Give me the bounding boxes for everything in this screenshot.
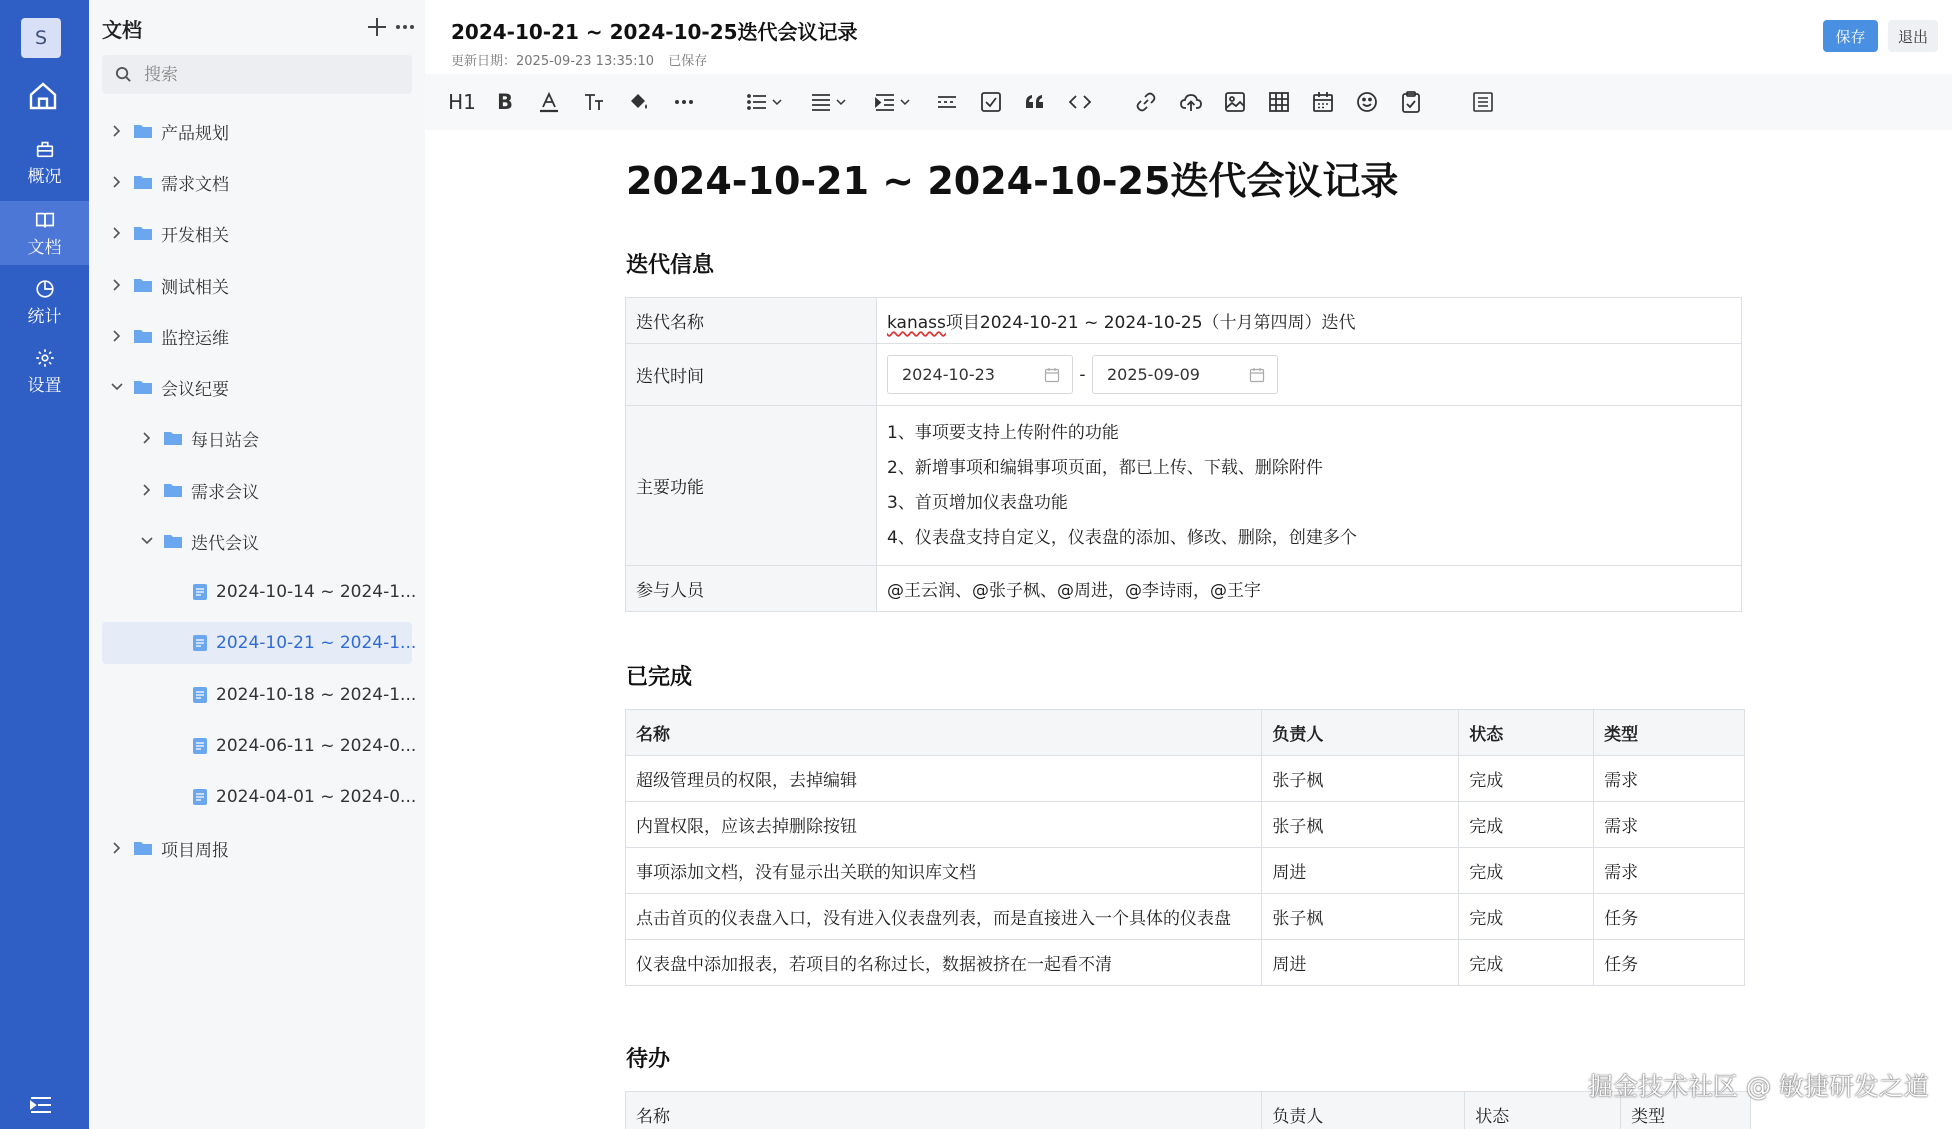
calendar-icon bbox=[1311, 90, 1335, 114]
table-cell[interactable]: 迭代时间 bbox=[626, 344, 877, 406]
chevron-down-icon bbox=[772, 97, 782, 107]
table-cell[interactable]: 迭代名称 bbox=[626, 298, 877, 344]
iteration-info-table bbox=[625, 297, 1742, 612]
table-cell[interactable]: 内置权限，应该去掉删除按钮 bbox=[626, 802, 1262, 848]
tree-node-folder[interactable] bbox=[110, 264, 420, 306]
folder-icon bbox=[133, 328, 153, 344]
upload-button[interactable] bbox=[1177, 88, 1205, 116]
folder-icon bbox=[163, 430, 183, 446]
chevron-right-icon bbox=[140, 483, 154, 497]
text-size-icon bbox=[582, 90, 606, 114]
start-date-value: 2024-10-23 bbox=[902, 365, 995, 384]
done-table bbox=[625, 709, 1745, 986]
calendar-icon bbox=[1249, 367, 1265, 383]
rail-item-label: 概况 bbox=[27, 166, 62, 187]
folder-icon bbox=[133, 840, 153, 856]
document-title[interactable]: 2024-10-21 ~ 2024-10-25迭代会议记录 bbox=[626, 159, 1399, 203]
checkbox-icon bbox=[979, 90, 1003, 114]
folder-icon bbox=[133, 225, 153, 241]
iteration-name-brand: kanass bbox=[887, 313, 946, 333]
table-cell[interactable]: 张子枫 bbox=[1262, 802, 1459, 848]
font-color-icon bbox=[537, 90, 561, 114]
table-header-row bbox=[626, 1092, 1751, 1129]
align-button[interactable] bbox=[805, 88, 849, 116]
table-cell[interactable]: 完成 bbox=[1459, 940, 1594, 986]
pie-chart-icon bbox=[34, 278, 56, 300]
tree-node-label: 需求文档 bbox=[161, 174, 229, 195]
document-icon bbox=[192, 634, 208, 652]
tree-node-label: 2024-10-18 ~ 2024-1... bbox=[216, 685, 417, 705]
chevron-right-icon bbox=[110, 226, 124, 240]
table-cell[interactable]: 任务 bbox=[1594, 940, 1745, 986]
tree-node-folder[interactable] bbox=[140, 469, 420, 511]
indent-button[interactable] bbox=[869, 88, 913, 116]
collapse-menu-icon[interactable] bbox=[29, 1094, 53, 1116]
workspace-avatar[interactable]: S bbox=[21, 18, 61, 58]
iteration-name: 项目2024-10-21 ~ 2024-10-25（十月第四周）迭代 bbox=[945, 313, 1356, 333]
tree-node-label: 每日站会 bbox=[191, 430, 259, 451]
section-heading-done: 已完成 bbox=[626, 665, 693, 690]
image-icon bbox=[1223, 90, 1247, 114]
folder-icon bbox=[133, 277, 153, 293]
save-status: 已保存 bbox=[668, 54, 708, 69]
table-icon bbox=[1267, 90, 1291, 114]
fill-color-button[interactable] bbox=[624, 88, 654, 116]
folder-icon bbox=[133, 123, 153, 139]
function-item: 4、仪表盘支持自定义，仪表盘的添加、修改、删除，创建多个 bbox=[887, 527, 1357, 548]
code-button[interactable] bbox=[1065, 88, 1095, 116]
date-separator: - bbox=[1079, 364, 1086, 385]
table-row bbox=[626, 406, 1742, 566]
table-cell[interactable]: 仪表盘中添加报表，若项目的名称过长，数据被挤在一起看不清 bbox=[626, 940, 1262, 986]
nav-rail bbox=[0, 0, 89, 1129]
chevron-right-icon bbox=[110, 278, 124, 292]
updated-time: 更新日期：2025-09-23 13:35:10 bbox=[451, 54, 655, 69]
rail-item-label: 文档 bbox=[27, 237, 62, 258]
table-cell[interactable]: 完成 bbox=[1459, 802, 1594, 848]
table-row bbox=[626, 344, 1742, 406]
tree-node-label: 测试相关 bbox=[161, 277, 229, 298]
tree-node-label: 开发相关 bbox=[161, 225, 229, 246]
calendar-icon bbox=[1044, 367, 1060, 383]
tree-node-folder[interactable] bbox=[110, 315, 420, 357]
section-heading-todo: 待办 bbox=[626, 1047, 671, 1072]
table-cell[interactable]: 完成 bbox=[1459, 756, 1594, 802]
table-header-row bbox=[626, 710, 1745, 756]
table-row bbox=[626, 894, 1745, 940]
bullet-list-icon bbox=[745, 90, 769, 114]
function-item: 1、事项要支持上传附件的功能 bbox=[887, 422, 1119, 443]
table-cell[interactable] bbox=[877, 406, 1742, 566]
exit-button[interactable]: 退出 bbox=[1888, 20, 1938, 52]
tree-node-label: 产品规划 bbox=[161, 123, 229, 144]
tree-node-doc[interactable] bbox=[192, 674, 420, 716]
add-icon[interactable] bbox=[366, 16, 388, 38]
table-cell[interactable]: 事项添加文档，没有显示出关联的知识库文档 bbox=[626, 848, 1262, 894]
column-header[interactable]: 状态 bbox=[1465, 1092, 1621, 1129]
start-date-picker[interactable] bbox=[887, 355, 1073, 394]
table-cell[interactable] bbox=[877, 298, 1742, 344]
rail-item-settings[interactable] bbox=[0, 339, 89, 403]
chevron-right-icon bbox=[110, 175, 124, 189]
table-row bbox=[626, 756, 1745, 802]
align-icon bbox=[809, 90, 833, 114]
table-button[interactable] bbox=[1265, 88, 1293, 116]
gear-icon bbox=[34, 347, 56, 369]
tree-node-label: 项目周报 bbox=[161, 840, 229, 861]
tree-node-folder[interactable] bbox=[110, 827, 420, 869]
rail-item-overview[interactable] bbox=[0, 130, 89, 194]
chevron-right-icon bbox=[140, 431, 154, 445]
indent-icon bbox=[873, 90, 897, 114]
tree-node-label: 2024-06-11 ~ 2024-0... bbox=[216, 736, 417, 756]
table-cell[interactable]: 参与人员 bbox=[626, 566, 877, 612]
bold-button[interactable]: B bbox=[496, 90, 513, 114]
tree-node-folder[interactable] bbox=[110, 161, 420, 203]
table-cell[interactable]: 张子枫 bbox=[1262, 894, 1459, 940]
table-cell[interactable]: 张子枫 bbox=[1262, 756, 1459, 802]
section-heading-info: 迭代信息 bbox=[626, 253, 715, 278]
tree-node-label: 迭代会议 bbox=[191, 533, 259, 554]
table-row bbox=[626, 298, 1742, 344]
column-header[interactable]: 名称 bbox=[626, 1092, 1262, 1129]
table-cell[interactable]: 需求 bbox=[1594, 756, 1745, 802]
table-cell[interactable]: 需求 bbox=[1594, 802, 1745, 848]
rail-item-label: 设置 bbox=[27, 375, 62, 396]
tree-node-folder[interactable] bbox=[140, 417, 420, 459]
tree-node-doc[interactable] bbox=[102, 622, 417, 664]
function-item: 2、新增事项和编辑事项页面，都已上传、下载、删除附件 bbox=[887, 457, 1323, 478]
checkbox-button[interactable] bbox=[977, 88, 1005, 116]
more-icon[interactable] bbox=[394, 16, 416, 38]
table-cell[interactable]: 超级管理员的权限，去掉编辑 bbox=[626, 756, 1262, 802]
tree-node-folder[interactable] bbox=[110, 366, 420, 408]
table-cell[interactable]: 任务 bbox=[1594, 894, 1745, 940]
column-header[interactable]: 类型 bbox=[1621, 1092, 1751, 1129]
table-cell[interactable]: 主要功能 bbox=[626, 406, 877, 566]
column-header[interactable]: 状态 bbox=[1459, 710, 1594, 756]
tree-title: 文档 bbox=[102, 18, 142, 42]
outline-icon bbox=[1471, 90, 1495, 114]
tree-node-label: 需求会议 bbox=[191, 482, 259, 503]
document-icon bbox=[192, 737, 208, 755]
end-date-value: 2025-09-09 bbox=[1106, 365, 1200, 384]
editor-toolbar bbox=[425, 74, 1952, 130]
more-tools-button[interactable] bbox=[670, 88, 698, 116]
table-cell[interactable]: 完成 bbox=[1459, 894, 1594, 940]
divider-icon bbox=[935, 90, 959, 114]
column-header[interactable]: 名称 bbox=[626, 710, 1262, 756]
save-button[interactable]: 保存 bbox=[1823, 20, 1878, 52]
calendar-button[interactable] bbox=[1309, 88, 1337, 116]
table-cell[interactable]: 完成 bbox=[1459, 848, 1594, 894]
table-cell[interactable]: 需求 bbox=[1594, 848, 1745, 894]
chevron-down-icon bbox=[140, 534, 154, 548]
doc-tree-panel bbox=[89, 0, 425, 1129]
chevron-down-icon bbox=[836, 97, 846, 107]
tree-node-label: 2024-10-14 ~ 2024-1... bbox=[216, 582, 417, 602]
list-button[interactable] bbox=[741, 88, 785, 116]
link-button[interactable] bbox=[1132, 88, 1160, 116]
chevron-down-icon bbox=[900, 97, 910, 107]
paint-bucket-icon bbox=[627, 90, 651, 114]
tree-search-box bbox=[102, 55, 412, 94]
doc-meta bbox=[451, 50, 717, 69]
function-item: 3、首页增加仪表盘功能 bbox=[887, 492, 1068, 513]
briefcase-icon bbox=[34, 138, 56, 160]
folder-icon bbox=[133, 174, 153, 190]
search-input[interactable] bbox=[144, 65, 394, 85]
rail-item-docs[interactable] bbox=[0, 201, 89, 265]
table-row bbox=[626, 940, 1745, 986]
end-date-picker[interactable] bbox=[1092, 355, 1278, 394]
table-cell[interactable]: 点击首页的仪表盘入口，没有进入仪表盘列表，而是直接进入一个具体的仪表盘 bbox=[626, 894, 1262, 940]
font-color-button[interactable] bbox=[535, 88, 563, 116]
chevron-right-icon bbox=[110, 841, 124, 855]
tree-node-label: 会议纪要 bbox=[161, 379, 229, 400]
clipboard-button[interactable] bbox=[1397, 88, 1425, 116]
folder-icon bbox=[133, 379, 153, 395]
heading-button[interactable]: H1 bbox=[448, 90, 476, 114]
document-icon bbox=[192, 583, 208, 601]
more-icon bbox=[672, 90, 696, 114]
image-button[interactable] bbox=[1221, 88, 1249, 116]
chevron-right-icon bbox=[110, 329, 124, 343]
document-icon bbox=[192, 788, 208, 806]
column-header[interactable]: 负责人 bbox=[1262, 710, 1459, 756]
rail-item-stats[interactable] bbox=[0, 270, 89, 334]
document-icon bbox=[192, 686, 208, 704]
tree-node-folder[interactable] bbox=[110, 212, 420, 254]
chevron-right-icon bbox=[110, 124, 124, 138]
link-icon bbox=[1134, 90, 1158, 114]
cloud-upload-icon bbox=[1179, 90, 1203, 114]
quote-icon bbox=[1023, 90, 1047, 114]
book-icon bbox=[34, 209, 56, 231]
tree-node-label: 2024-10-21 ~ 2024-1... bbox=[216, 633, 417, 653]
rail-item-label: 统计 bbox=[27, 306, 62, 327]
table-row bbox=[626, 802, 1745, 848]
table-cell[interactable]: @王云润、@张子枫、@周进，@李诗雨，@王宇 bbox=[877, 566, 1742, 612]
tree-node-doc[interactable] bbox=[192, 725, 420, 767]
code-icon bbox=[1068, 90, 1092, 114]
table-cell[interactable]: 周进 bbox=[1262, 848, 1459, 894]
todo-table bbox=[625, 1091, 1751, 1129]
outline-button[interactable] bbox=[1469, 88, 1497, 116]
tree-node-folder[interactable] bbox=[140, 520, 420, 562]
tree-node-doc[interactable] bbox=[192, 776, 420, 818]
clipboard-icon bbox=[1399, 90, 1423, 114]
watermark: 掘金技术社区 @ 敏捷研发之道 bbox=[1588, 1072, 1929, 1101]
table-cell[interactable]: 周进 bbox=[1262, 940, 1459, 986]
tree-node-folder[interactable] bbox=[110, 110, 420, 152]
home-icon[interactable] bbox=[22, 80, 64, 116]
search-icon bbox=[115, 66, 132, 83]
column-header[interactable]: 负责人 bbox=[1262, 1092, 1465, 1129]
table-row bbox=[626, 848, 1745, 894]
chevron-down-icon bbox=[110, 380, 124, 394]
tree-node-label: 监控运维 bbox=[161, 328, 229, 349]
page-title: 2024-10-21 ~ 2024-10-25迭代会议记录 bbox=[451, 20, 858, 44]
emoji-button[interactable] bbox=[1353, 88, 1381, 116]
folder-icon bbox=[163, 533, 183, 549]
column-header[interactable]: 类型 bbox=[1594, 710, 1745, 756]
tree-node-label: 2024-04-01 ~ 2024-0... bbox=[216, 787, 417, 807]
quote-button[interactable] bbox=[1021, 88, 1049, 116]
divider-button[interactable] bbox=[933, 88, 961, 116]
emoji-icon bbox=[1355, 90, 1379, 114]
tree-node-doc[interactable] bbox=[192, 571, 420, 613]
editor-main bbox=[425, 0, 1952, 1129]
folder-icon bbox=[163, 482, 183, 498]
table-cell bbox=[877, 344, 1742, 406]
table-row bbox=[626, 566, 1742, 612]
text-size-button[interactable] bbox=[580, 88, 608, 116]
